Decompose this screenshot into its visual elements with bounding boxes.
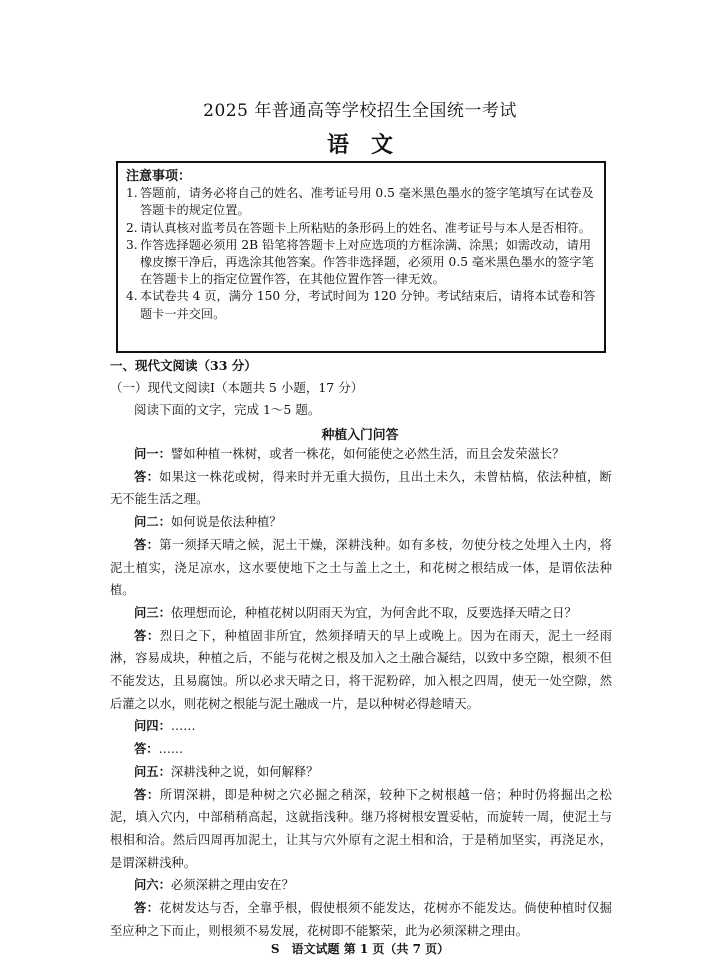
qa-paragraph: [110, 443, 612, 466]
essay-title: 种植入门问答: [321, 428, 399, 443]
qa-paragraph: [110, 511, 612, 534]
qa-label: 答：: [134, 900, 160, 916]
notice-item: [126, 237, 596, 289]
qa-text: 第一须择天晴之候，泥土干燥，深耕浅种。如有多枝，勿使分枝之处埋入土内，将泥土植实，浇足凉水，这水要使地下之土与盖上之土，和花树之根结成一体，是谓依法种植。: [110, 537, 612, 598]
qa-paragraph: [110, 534, 612, 602]
qa-label: 答：: [134, 786, 160, 802]
qa-text: ……: [170, 719, 196, 734]
qa-label: 问六：: [134, 877, 171, 893]
notice-item-text: 请认真核对监考员在答题卡上所粘贴的条形码上的姓名、准考证号与本人是否相符。: [140, 220, 591, 235]
qa-text: 所谓深耕，即是种树之穴必掘之稍深，较种下之树根越一倍；种时仍将掘出之松泥，填入穴内，中部稍稍高起，这就指浅种。继乃将树根安置妥帖，而旋转一周，使泥土与根相和洽。然后四周再加泥土，让其与穴外原有之泥土相和洽，于是稍加坚实，再浇足水，是谓深耕浅种。: [110, 787, 612, 870]
qa-label: 答：: [134, 627, 160, 643]
notice-item-number: 4.: [126, 289, 138, 304]
notice-item-text: 本试卷共 4 页，满分 150 分，考试时间为 120 分钟。考试结束后，请将本试卷和答题卡一并交回。: [140, 289, 596, 321]
notice-item: [126, 288, 596, 322]
qa-text: 花树发达与否，全靠乎根，假使根须不能发达，花树亦不能发达。倘使种植时仅掘至应种之下而止，则根须不易发展，花树即不能繁荣，此为必须深耕之理由。: [110, 901, 612, 938]
subject-title: 语文: [326, 132, 415, 158]
qa-label: 问五：: [134, 763, 171, 779]
qa-paragraph: [110, 897, 612, 942]
qa-paragraph: [110, 466, 612, 511]
qa-text: 深耕浅种之说，如何解释？: [170, 764, 319, 779]
qa-text: 如果这一株花或树，得来时并无重大损伤，且出土未久，未曾枯槁，依法种植，断无不能生活之理。: [110, 469, 612, 507]
notice-item: [126, 220, 596, 237]
notice-item-number: 1.: [126, 186, 138, 201]
qa-label: 答：: [134, 536, 160, 552]
qa-label: 问二：: [134, 514, 171, 530]
notice-item-text: 作答选择题必须用 2B 铅笔将答题卡上对应选项的方框涂满、涂黑；如需改动，请用橡皮擦干净后，再选涂其他答案。作答非选择题，必须用 0.5 毫米黑色墨水的签字笔在答题卡上的指定位置作答，在其他位置作答一律无效。: [140, 237, 594, 287]
notice-item-number: 2.: [126, 220, 138, 235]
qa-paragraph: [110, 625, 612, 716]
qa-paragraph: [110, 761, 612, 784]
reading-instruction: 阅读下面的文字，完成 1～5 题。: [134, 402, 321, 417]
qa-label: 问一：: [134, 446, 171, 461]
qa-text: ……: [158, 742, 184, 757]
qa-paragraph: [110, 738, 612, 761]
subsection-heading: （一）现代文阅读Ⅰ（本题共 5 小题，17 分）: [110, 380, 364, 395]
qa-label: 问四：: [134, 718, 171, 734]
qa-text: 譬如种植一株树，或者一株花，如何能使之必然生活，而且会发荣滋长？: [170, 447, 565, 461]
qa-text: 烈日之下，种植固非所宜，然须择晴天的早上或晚上。因为在雨天，泥土一经雨淋，容易成块，种植之后，不能与花树之根及加入之土融合凝结，以致中多空隙，根须不但不能发达，且易腐蚀。所以必求天晴之日，将干泥粉碎，加入根之四周，使无一处空隙，然后灌之以水，则花树之根能与泥土融成一片，是以种树必得趁晴天。: [110, 628, 612, 711]
notice-box: [116, 161, 606, 353]
qa-paragraph: [110, 784, 612, 875]
qa-paragraph: [110, 715, 612, 738]
qa-text: 必须深耕之理由安在？: [170, 878, 294, 893]
qa-label: 答：: [134, 741, 159, 757]
essay-body: [110, 443, 612, 942]
page-footer: S 语文试题 第 1 页（共 7 页）: [270, 942, 450, 956]
qa-paragraph: [110, 602, 612, 625]
qa-text: 如何说是依法种植？: [170, 515, 282, 530]
qa-label: 答：: [134, 468, 160, 484]
notice-item-text: 答题前，请务必将自己的姓名、准考证号用 0.5 毫米黑色墨水的签字笔填写在试卷及答题卡的规定位置。: [140, 186, 594, 218]
notice-item-number: 3.: [126, 237, 138, 252]
section-heading: 一、现代文阅读（33 分）: [110, 358, 257, 373]
notice-title: 注意事项：: [126, 169, 192, 184]
notice-item: [126, 185, 596, 219]
exam-title: 2025 年普通高等学校招生全国统一考试: [203, 101, 517, 121]
qa-paragraph: [110, 874, 612, 897]
qa-label: 问三：: [134, 604, 171, 620]
qa-text: 依理想而论，种植花树以阴雨天为宜，为何舍此不取，反要选择天晴之日？: [170, 605, 577, 620]
